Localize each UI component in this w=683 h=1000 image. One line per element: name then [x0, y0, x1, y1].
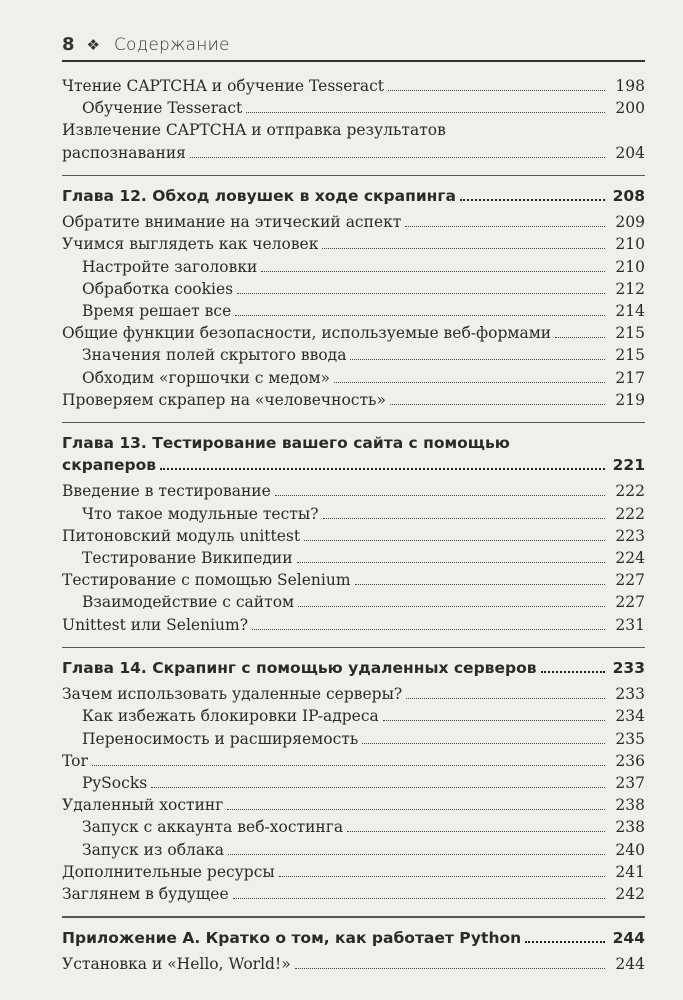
toc-entry-page: 238: [615, 818, 645, 837]
toc-entry-page: 219: [615, 390, 645, 409]
toc-entry-page: 238: [615, 796, 645, 815]
toc-entry[interactable]: [62, 953, 645, 975]
dot-leader: [190, 157, 605, 158]
dot-leader: [555, 337, 605, 338]
toc-entry[interactable]: [62, 883, 645, 905]
dot-leader: [295, 968, 605, 969]
dot-leader: [388, 90, 605, 91]
toc-entry[interactable]: [62, 750, 645, 772]
toc-entry[interactable]: [62, 480, 645, 502]
running-title: Содержание: [113, 34, 230, 55]
toc-entry-page: 227: [615, 593, 645, 612]
toc-entry-text-line2: распознавания: [62, 143, 186, 162]
toc-entry-page: 215: [615, 346, 645, 365]
toc-entry[interactable]: [62, 525, 645, 547]
toc-entry-text: Tor: [62, 751, 88, 770]
toc-entry-text: Значения полей скрытого ввода: [82, 346, 347, 365]
dot-leader: [334, 382, 605, 383]
toc-entry[interactable]: [62, 591, 645, 613]
chapter-page: 233: [612, 659, 645, 678]
toc-entry-text: Чтение CAPTCHA и обучение Tesseract: [62, 77, 384, 95]
page-header: [62, 34, 230, 55]
dot-leader: [92, 765, 605, 766]
toc-entry-page: 233: [615, 685, 645, 704]
toc-entry[interactable]: [62, 389, 645, 411]
toc-entry-text: Время решает все: [82, 302, 232, 320]
toc-entry-page: 234: [615, 707, 645, 726]
toc-entry-page: 244: [615, 954, 645, 973]
dot-leader: [252, 629, 605, 630]
toc-entry-page: 237: [615, 774, 645, 792]
toc-entry-page: 209: [615, 213, 645, 232]
toc-entry-page: 214: [615, 302, 645, 320]
dot-leader: [304, 540, 605, 541]
toc-entry-text: Обходим «горшочки с медом»: [82, 368, 331, 387]
toc-entry[interactable]: [62, 503, 645, 525]
chapter-13-entries: [62, 480, 645, 635]
toc-entry-text: Удаленный хостинг: [62, 796, 224, 815]
toc-entry-page: 241: [615, 862, 645, 881]
toc-entry-page: 210: [615, 257, 645, 276]
toc-entry[interactable]: [62, 861, 645, 883]
toc-entry[interactable]: [62, 614, 645, 636]
dot-leader: [350, 359, 605, 360]
toc-entry[interactable]: [62, 839, 645, 861]
dot-leader: [227, 809, 605, 810]
header-rule: [62, 60, 645, 62]
dot-leader: [406, 698, 605, 699]
toc-entry[interactable]: [62, 97, 645, 119]
dot-leader: [237, 293, 605, 294]
toc-entry[interactable]: [62, 705, 645, 727]
toc-entry-page: 231: [615, 615, 645, 634]
toc-entry-page: 240: [615, 840, 645, 859]
dot-leader: [383, 720, 605, 721]
toc-entry-text: Общие функции безопасности, используемые веб-формами: [62, 324, 552, 343]
chapter-title-line1: Глава 13. Тестирование вашего сайта с помощью: [62, 434, 510, 453]
toc-entry-text: Как избежать блокировки IP-адреса: [82, 707, 379, 726]
toc-entry-page: 235: [615, 729, 645, 748]
toc-entry-text: Зачем использовать удаленные серверы?: [62, 685, 403, 704]
dot-leader: [362, 743, 605, 744]
appendix-a-entries: [62, 953, 645, 975]
toc-entry-text: Тестирование с помощью Selenium: [62, 571, 351, 590]
toc-entry[interactable]: [62, 772, 645, 794]
toc-entry[interactable]: [62, 569, 645, 591]
dot-leader: [228, 854, 605, 855]
toc-entry-text: Установка и «Hello, World!»: [62, 954, 291, 973]
toc-entry-text: Взаимодействие с сайтом: [82, 593, 295, 612]
toc-entry[interactable]: [62, 233, 645, 255]
chapter-title: Приложение А. Кратко о том, как работает Python: [62, 928, 522, 947]
chapter-page: 244: [612, 928, 645, 947]
toc-entry-text: Питоновский модуль unittest: [62, 526, 301, 545]
chapter-page: 208: [612, 187, 645, 206]
dot-leader: [323, 518, 605, 519]
toc-entry-page: 212: [615, 279, 645, 298]
chapter-12-heading[interactable]: [62, 185, 645, 207]
toc-entry[interactable]: [62, 256, 645, 278]
toc-entry[interactable]: [62, 278, 645, 300]
chapter-14-heading[interactable]: [62, 657, 645, 679]
toc-entry-text: Тестирование Википедии: [82, 549, 293, 567]
toc-entry-page: 224: [615, 549, 645, 567]
toc-entry[interactable]: [62, 794, 645, 816]
toc-entry[interactable]: [62, 547, 645, 569]
dot-leader: [233, 898, 605, 899]
dot-leader: [405, 226, 605, 227]
toc-entry-text: Unittest или Selenium?: [62, 615, 249, 634]
toc-entry[interactable]: [62, 816, 645, 838]
dot-leader: [279, 876, 605, 877]
toc-entry-text: Что такое модульные тесты?: [82, 504, 319, 523]
toc-entry-text: Запуск с аккаунта веб-хостинга: [82, 818, 344, 837]
toc-entry-text: Дополнительные ресурсы: [62, 862, 275, 881]
toc-entry[interactable]: [62, 300, 645, 322]
toc-entry-page: 236: [615, 751, 645, 770]
toc-entry-page: 217: [615, 368, 645, 387]
toc-entry-text-line1: Извлечение CAPTCHA и отправка результатов: [62, 121, 446, 140]
toc-entry[interactable]: [62, 75, 645, 97]
dot-leader: [347, 831, 605, 832]
toc-entry-page: 223: [615, 526, 645, 545]
toc-entry-page: 198: [615, 77, 645, 95]
toc-entry-text: Обработка cookies: [82, 279, 234, 298]
dot-leader: [390, 404, 605, 405]
toc-entry[interactable]: [62, 211, 645, 233]
chapter-12-entries: [62, 211, 645, 411]
toc-entry[interactable]: [62, 344, 645, 366]
chapter-title: Глава 12. Обход ловушек в ходе скрапинга: [62, 187, 456, 206]
dot-leader: [235, 315, 605, 316]
toc-entry-page: 227: [615, 571, 645, 590]
toc-entry-text: Обратите внимание на этический аспект: [62, 213, 402, 232]
toc-entry-page: 242: [615, 884, 645, 903]
toc-entry-text: Учимся выглядеть как человек: [62, 235, 319, 254]
dot-leader: [297, 562, 605, 563]
toc-entry-text: Обучение Tesseract: [82, 99, 243, 118]
dot-leader: [246, 112, 605, 113]
toc-entry-text: Переносимость и расширяемость: [82, 729, 359, 748]
dot-leader: [525, 941, 605, 943]
dot-leader: [355, 584, 605, 585]
dot-leader: [261, 271, 605, 272]
toc-entry-wrapped[interactable]: [62, 119, 645, 163]
dot-leader: [541, 671, 605, 673]
toc-entry-page: 200: [615, 99, 645, 118]
chapter-page: 221: [612, 456, 645, 475]
toc-entry-text: Введение в тестирование: [62, 482, 271, 501]
toc-entry-page: 222: [615, 504, 645, 523]
dot-leader: [275, 495, 605, 496]
toc-entry-text: Заглянем в будущее: [62, 884, 229, 903]
appendix-a-heading[interactable]: [62, 927, 645, 949]
toc-entry-text: Запуск из облака: [82, 840, 225, 859]
chapter-13-heading[interactable]: [62, 432, 645, 476]
chapter-14-entries: [62, 683, 645, 905]
toc-entry-page: 204: [615, 143, 645, 162]
page-number: 8: [62, 34, 75, 55]
dot-leader: [151, 787, 605, 788]
table-of-contents: [62, 75, 645, 975]
toc-entry-text: Проверяем скрапер на «человечность»: [62, 390, 386, 409]
dot-leader: [298, 606, 605, 607]
dot-leader: [160, 468, 605, 470]
ornament-icon: ❖: [86, 35, 100, 54]
dot-leader: [460, 199, 605, 201]
toc-entry[interactable]: [62, 683, 645, 705]
toc-entry-page: 210: [615, 235, 645, 254]
chapter-title-line2: скраперов: [62, 456, 157, 475]
toc-section-top: [62, 75, 645, 119]
toc-entry-text: PySocks: [82, 774, 148, 792]
toc-entry-page: 215: [615, 324, 645, 343]
chapter-title: Глава 14. Скрапинг с помощью удаленных серверов: [62, 659, 537, 678]
toc-entry[interactable]: [62, 322, 645, 344]
dot-leader: [322, 248, 605, 249]
toc-entry-page: 222: [615, 482, 645, 501]
toc-entry-text: Настройте заголовки: [82, 257, 258, 276]
toc-entry[interactable]: [62, 728, 645, 750]
toc-entry[interactable]: [62, 367, 645, 389]
